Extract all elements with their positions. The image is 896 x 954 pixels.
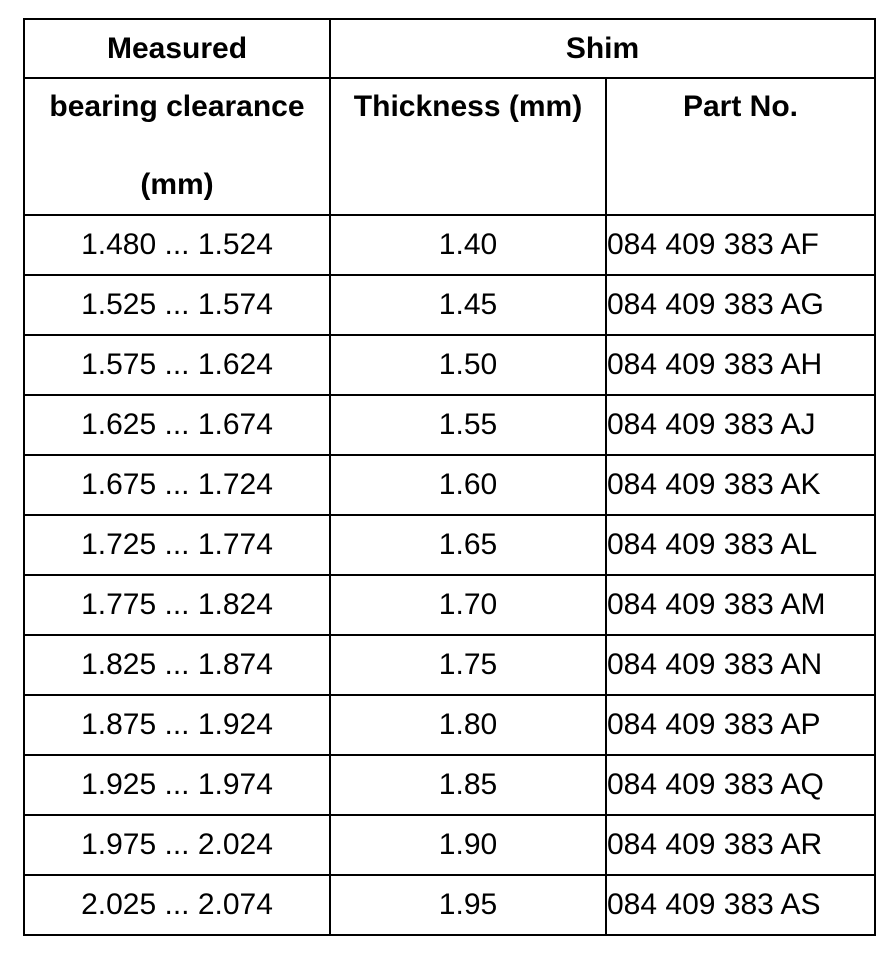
part-number-cell: 084 409 383 AJ	[606, 395, 875, 455]
clearance-cell: 1.575 ... 1.624	[24, 335, 330, 395]
thickness-header	[330, 78, 606, 215]
bearing-clearance-label: bearing clearance	[49, 90, 305, 123]
shim-selection-table	[23, 18, 876, 936]
part-number-cell: 084 409 383 AQ	[606, 755, 875, 815]
header-row-top	[24, 19, 875, 78]
table-body	[24, 215, 875, 935]
shim-header: Shim	[330, 19, 875, 78]
clearance-cell: 1.725 ... 1.774	[24, 515, 330, 575]
thickness-cell: 1.40	[330, 215, 606, 275]
table-row	[24, 815, 875, 875]
thickness-cell: 1.45	[330, 275, 606, 335]
part-number-cell: 084 409 383 AK	[606, 455, 875, 515]
thickness-cell: 1.60	[330, 455, 606, 515]
table-row	[24, 215, 875, 275]
table-row	[24, 755, 875, 815]
thickness-cell: 1.50	[330, 335, 606, 395]
table-row	[24, 395, 875, 455]
measured-header: Measured	[24, 19, 330, 78]
bearing-clearance-unit: (mm)	[140, 168, 214, 201]
thickness-cell: 1.75	[330, 635, 606, 695]
clearance-cell: 1.775 ... 1.824	[24, 575, 330, 635]
clearance-cell: 2.025 ... 2.074	[24, 875, 330, 935]
clearance-cell: 1.675 ... 1.724	[24, 455, 330, 515]
part-number-cell: 084 409 383 AR	[606, 815, 875, 875]
clearance-cell: 1.480 ... 1.524	[24, 215, 330, 275]
table-row	[24, 695, 875, 755]
part-no-label: Part No.	[682, 90, 799, 123]
clearance-cell: 1.825 ... 1.874	[24, 635, 330, 695]
table-row	[24, 875, 875, 935]
table-row	[24, 275, 875, 335]
table-header	[24, 19, 875, 215]
part-number-cell: 084 409 383 AM	[606, 575, 875, 635]
table-row	[24, 455, 875, 515]
part-number-cell: 084 409 383 AF	[606, 215, 875, 275]
table-row	[24, 515, 875, 575]
thickness-cell: 1.85	[330, 755, 606, 815]
thickness-cell: 1.70	[330, 575, 606, 635]
clearance-cell: 1.625 ... 1.674	[24, 395, 330, 455]
table-row	[24, 335, 875, 395]
part-number-cell: 084 409 383 AP	[606, 695, 875, 755]
part-number-cell: 084 409 383 AL	[606, 515, 875, 575]
table-row	[24, 575, 875, 635]
thickness-cell: 1.55	[330, 395, 606, 455]
part-number-cell: 084 409 383 AH	[606, 335, 875, 395]
clearance-cell: 1.925 ... 1.974	[24, 755, 330, 815]
thickness-cell: 1.90	[330, 815, 606, 875]
part-number-cell: 084 409 383 AS	[606, 875, 875, 935]
thickness-label: Thickness (mm)	[353, 90, 583, 123]
part-no-header	[606, 78, 875, 215]
bearing-clearance-header	[24, 78, 330, 215]
part-number-cell: 084 409 383 AG	[606, 275, 875, 335]
thickness-cell: 1.95	[330, 875, 606, 935]
clearance-cell: 1.875 ... 1.924	[24, 695, 330, 755]
clearance-cell: 1.525 ... 1.574	[24, 275, 330, 335]
part-number-cell: 084 409 383 AN	[606, 635, 875, 695]
clearance-cell: 1.975 ... 2.024	[24, 815, 330, 875]
thickness-cell: 1.80	[330, 695, 606, 755]
table-row	[24, 635, 875, 695]
thickness-cell: 1.65	[330, 515, 606, 575]
header-row-sub	[24, 78, 875, 215]
